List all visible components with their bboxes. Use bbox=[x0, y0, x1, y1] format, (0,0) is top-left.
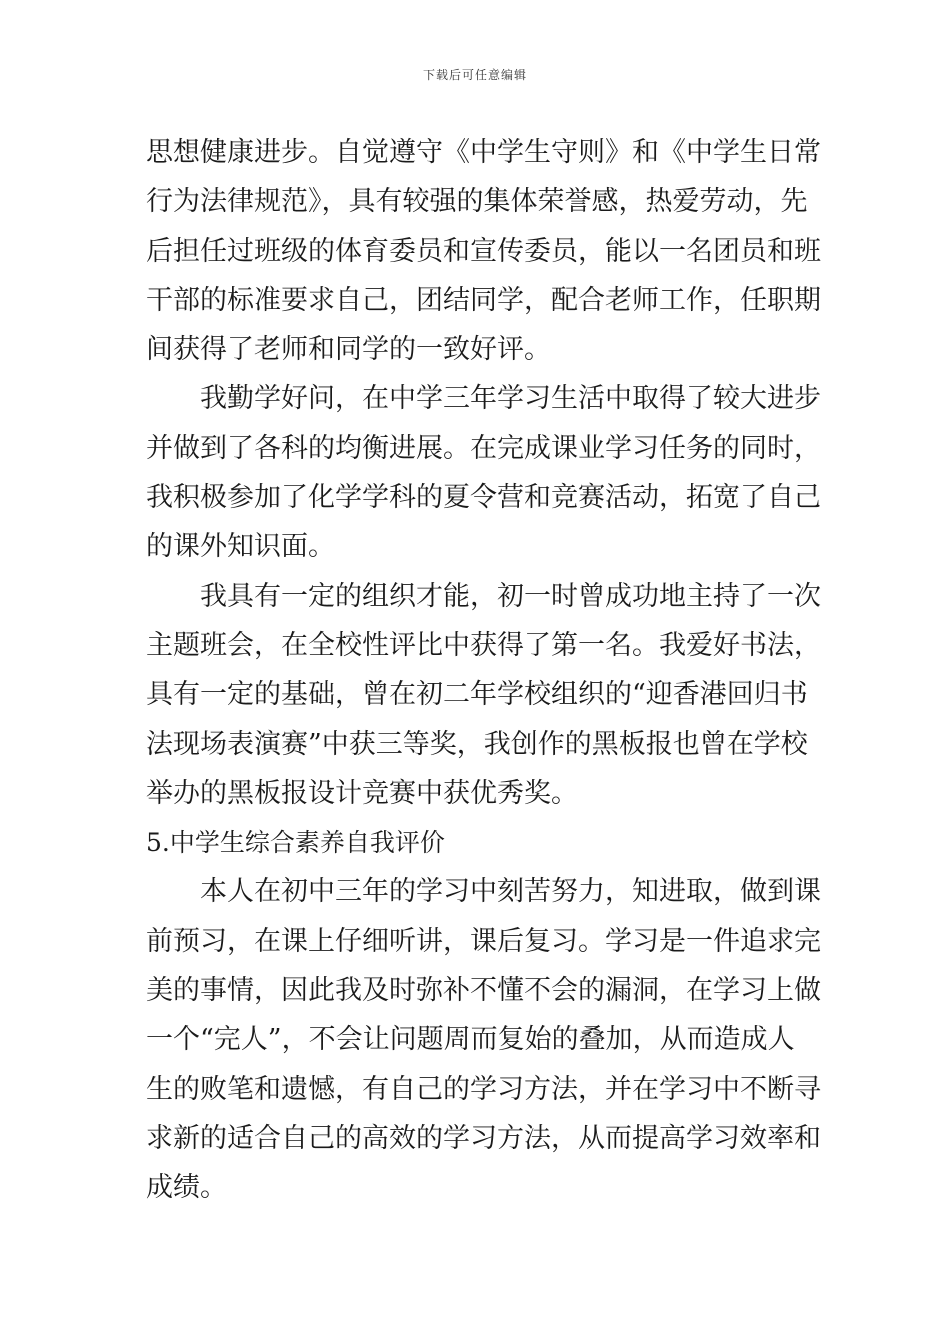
text-line: 举办的黑板报设计竞赛中获优秀奖。 bbox=[146, 777, 578, 809]
text-line: 行为法律规范》，具有较强的集体荣誉感，热爱劳动，先 bbox=[146, 186, 808, 218]
text-line: 我积极参加了化学学科的夏令营和竞赛活动，拓宽了自己 bbox=[146, 482, 821, 514]
text-line: 我勤学好问，在中学三年学习生活中取得了较大进步 bbox=[200, 383, 821, 415]
text-line: 前预习，在课上仔细听讲，课后复习。学习是一件追求完 bbox=[146, 925, 821, 957]
text-line: 后担任过班级的体育委员和宣传委员，能以一名团员和班 bbox=[146, 235, 821, 267]
text-line: 本人在初中三年的学习中刻苦努力，知进取，做到课 bbox=[200, 876, 821, 908]
text-line: 法现场表演赛”中获三等奖，我创作的黑板报也曾在学校 bbox=[146, 728, 808, 760]
document-body bbox=[146, 128, 821, 1213]
text-line: 一个“完人”，不会让问题周而复始的叠加，从而造成人 bbox=[146, 1024, 795, 1056]
text-line: 生的败笔和遗憾，有自己的学习方法，并在学习中不断寻 bbox=[146, 1073, 821, 1105]
text-line: 美的事情，因此我及时弥补不懂不会的漏洞，在学习上做 bbox=[146, 975, 821, 1007]
text-line: 并做到了各科的均衡进展。在完成课业学习任务的同时， bbox=[146, 432, 821, 464]
text-line: 我具有一定的组织才能，初一时曾成功地主持了一次 bbox=[200, 580, 821, 612]
paragraph-study bbox=[146, 374, 821, 571]
section-heading: 5.中学生综合素养自我评价 bbox=[146, 828, 445, 858]
text-line: 具有一定的基础，曾在初二年学校组织的“迎香港回归书 bbox=[146, 679, 808, 711]
text-line: 主题班会，在全校性评比中获得了第一名。我爱好书法， bbox=[146, 629, 821, 661]
paragraph-abilities bbox=[146, 572, 821, 818]
text-line: 成绩。 bbox=[146, 1172, 227, 1204]
text-line: 思想健康进步。自觉遵守《中学生守则》和《中学生日常 bbox=[146, 137, 821, 168]
text-line: 间获得了老师和同学的一致好评。 bbox=[146, 334, 551, 366]
page-header-note: 下载后可任意编辑 bbox=[422, 68, 527, 82]
text-line: 的课外知识面。 bbox=[146, 531, 335, 563]
paragraph-self-evaluation bbox=[146, 867, 821, 1212]
text-line: 求新的适合自己的高效的学习方法，从而提高学习效率和 bbox=[146, 1122, 821, 1154]
text-line: 干部的标准要求自己，团结同学，配合老师工作，任职期 bbox=[146, 284, 821, 316]
paragraph-conduct bbox=[146, 128, 821, 374]
